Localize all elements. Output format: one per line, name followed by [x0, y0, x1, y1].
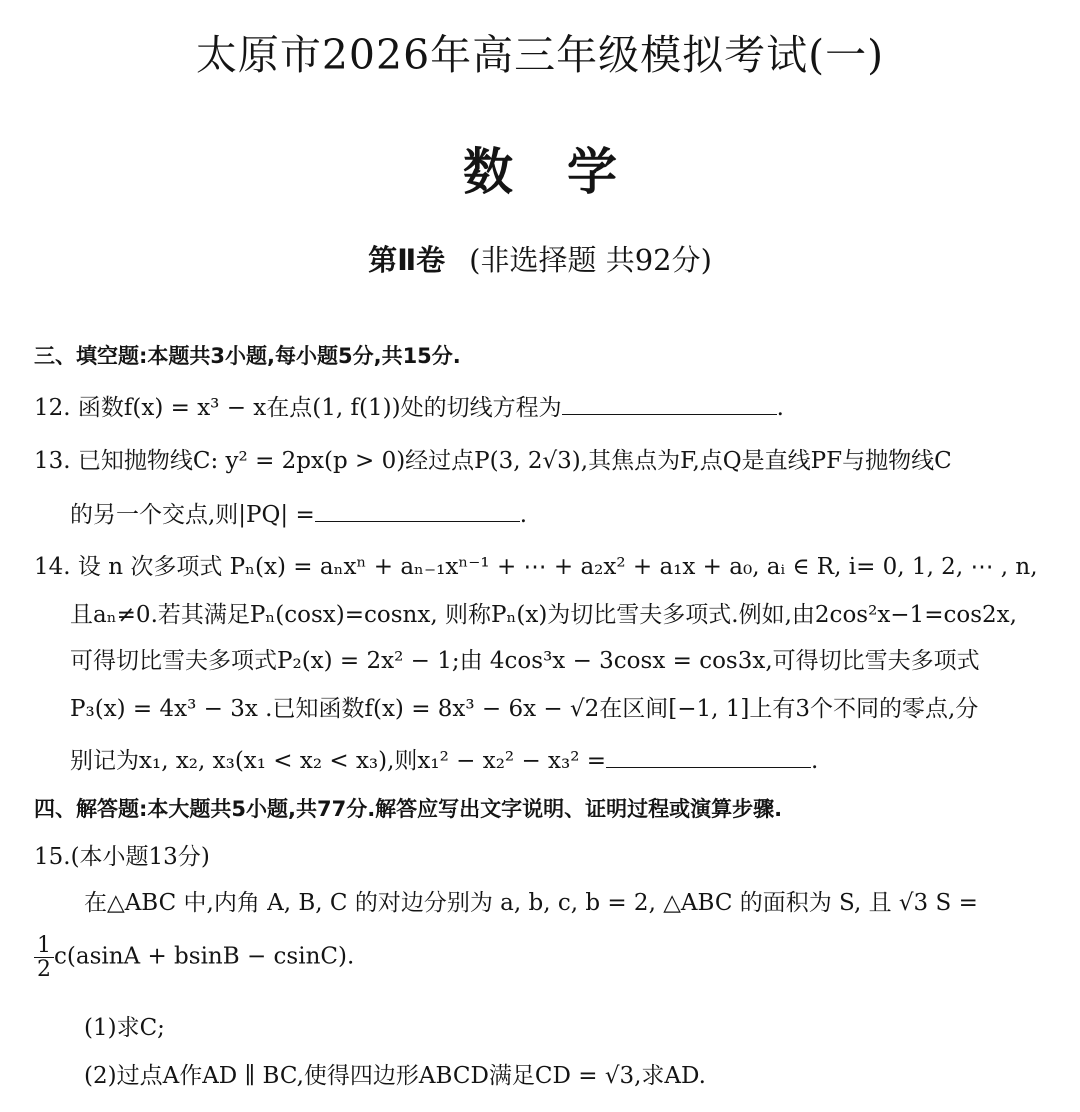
question-14-line-5: [70, 742, 818, 775]
question-15-part-1: (1)求C;: [84, 1015, 165, 1041]
question-14-line-2: 且aₙ≠0.若其满足Pₙ(cosx)=cosnx, 则称Pₙ(x)为切比雪夫多项式.例如,由2cos²x−1=cos2x,: [70, 602, 1017, 628]
subject-title: 数学: [463, 143, 671, 201]
answer-blank-14[interactable]: [606, 749, 811, 768]
question-15-part-2: (2)过点A作AD ∥ BC,使得四边形ABCD满足CD = √3,求AD.: [84, 1063, 706, 1089]
section-4-heading: 四、解答题:本大题共5小题,共77分.解答应写出文字说明、证明过程或演算步骤.: [34, 797, 783, 821]
exam-title: 太原市2026年高三年级模拟考试(一): [195, 31, 885, 79]
question-14-line-1: 14. 设 n 次多项式 Pₙ(x) = aₙxⁿ + aₙ₋₁xⁿ⁻¹ + ⋯ + a₂x² + a₁x + a₀, aᵢ ∈ R, i= 0, 1, 2, ⋯ , n,: [34, 554, 1038, 580]
answer-blank-13[interactable]: [315, 503, 520, 522]
section-3-heading: 三、填空题:本题共3小题,每小题5分,共15分.: [34, 344, 461, 368]
fraction-numerator: 1: [34, 934, 54, 958]
question-12-text: 12. 函数f(x) = x³ − x在点(1, f(1))处的切线方程为: [34, 395, 562, 421]
question-14-end: .: [811, 748, 819, 774]
question-14-text: 别记为x₁, x₂, x₃(x₁ < x₂ < x₃),则x₁² − x₂² − x₃² =: [70, 748, 607, 774]
question-15-line-2-text: c(asinA + bsinB − csinC).: [54, 943, 355, 970]
question-12-end: .: [776, 395, 784, 421]
question-14-line-3: 可得切比雪夫多项式P₂(x) = 2x² − 1;由 4cos³x − 3cosx = cos3x,可得切比雪夫多项式: [70, 648, 980, 674]
volume-note: (非选择题 共92分): [469, 243, 712, 277]
fraction-denominator: 2: [37, 957, 51, 983]
answer-blank-12[interactable]: [562, 396, 777, 415]
question-13-line-2: [70, 496, 527, 529]
question-13-end: .: [519, 502, 528, 528]
question-15-header: 15.(本小题13分): [34, 844, 210, 870]
volume-label: 第Ⅱ卷: [368, 243, 446, 277]
question-15-line-1: 在△ABC 中,内角 A, B, C 的对边分别为 a, b, c, b = 2, △ABC 的面积为 S, 且 √3 S =: [84, 890, 978, 916]
fraction-one-half: [34, 934, 54, 981]
question-15-line-2: [34, 934, 354, 981]
question-13-text: 的另一个交点,则|PQ| =: [70, 502, 315, 528]
question-13-line-1: 13. 已知抛物线C: y² = 2px(p > 0)经过点P(3, 2√3),其焦点为F,点Q是直线PF与抛物线C: [34, 448, 952, 474]
question-12: [34, 389, 784, 422]
question-14-line-4: P₃(x) = 4x³ − 3x .已知函数f(x) = 8x³ − 6x − √2在区间[−1, 1]上有3个不同的零点,分: [70, 696, 979, 722]
volume-heading: [0, 238, 1080, 279]
